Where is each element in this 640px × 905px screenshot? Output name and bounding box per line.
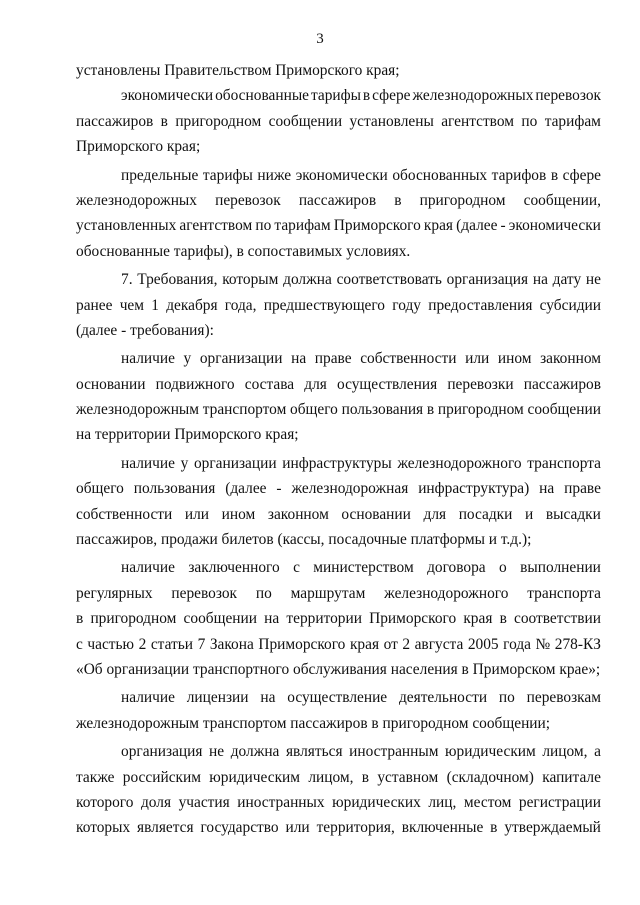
- text-line: также российским юридическим лицом, в уставном (складочном) капитале: [76, 768, 601, 786]
- text-line: наличие лицензии на осуществление деятельности по перевозкам: [121, 689, 601, 707]
- text-line: с частью 2 статьи 7 Закона Приморского края от 2 августа 2005 года № 278-КЗ: [76, 635, 601, 653]
- text-line: основании подвижного состава для осуществления перевозки пассажиров: [76, 375, 601, 393]
- text-line: общего пользования (далее - железнодорожная инфраструктура) на праве: [76, 480, 601, 498]
- text-line: наличие у организации на праве собственности или ином законном: [121, 350, 601, 368]
- text-line: 7. Требования, которым должна соответствовать организация на дату не: [121, 271, 601, 289]
- text-line: обоснованные тарифы), в сопоставимых условиях.: [76, 242, 411, 260]
- text-line: экономически обоснованные тарифы в сфере железнодорожных перевозок: [121, 87, 601, 105]
- text-line: организация не должна являться иностранным юридическим лицом, а: [121, 743, 601, 761]
- text-line: Приморского края;: [76, 138, 201, 156]
- text-line: (далее - требования):: [76, 321, 214, 339]
- text-line: установлены Правительством Приморского края;: [76, 62, 400, 79]
- text-line: наличие у организации инфраструктуры железнодорожного транспорта: [121, 454, 601, 472]
- text-line: железнодорожных перевозок пассажиров в пригородном сообщении,: [76, 191, 601, 209]
- text-line: пассажиров в пригородном сообщении установлены агентством по тарифам: [76, 112, 601, 130]
- text-line: на территории Приморского края;: [76, 426, 299, 444]
- text-line: ранее чем 1 декабря года, предшествующего году предоставления субсидии: [76, 296, 601, 314]
- text-line: собственности или ином законном основании для посадки и высадки: [76, 505, 601, 523]
- text-line: пассажиров, продажи билетов (кассы, посадочные платформы и т.д.);: [76, 531, 532, 549]
- text-line: «Об организации транспортного обслуживания населения в Приморском крае»;: [76, 660, 601, 678]
- text-line: железнодорожным транспортом пассажиров в пригородном сообщении;: [76, 714, 551, 732]
- document-body: [76, 58, 601, 841]
- text-line: установленных агентством по тарифам Приморского края (далее - экономически: [76, 217, 601, 235]
- text-line: в пригородном сообщении на территории Приморского края в соответствии: [76, 610, 601, 628]
- page-number: 3: [316, 31, 324, 47]
- text-line: наличие заключенного с министерством договора о выполнении: [121, 559, 601, 577]
- text-line: предельные тарифы ниже экономически обоснованных тарифов в сфере: [121, 166, 601, 184]
- text-line: которых является государство или территория, включенные в утверждаемый: [76, 819, 601, 837]
- text-line: железнодорожным транспортом общего пользования в пригородном сообщении: [76, 401, 601, 419]
- text-line: регулярных перевозок по маршрутам железнодорожного транспорта: [76, 584, 601, 602]
- text-line: которого доля участия иностранных юридических лиц, местом регистрации: [76, 793, 601, 811]
